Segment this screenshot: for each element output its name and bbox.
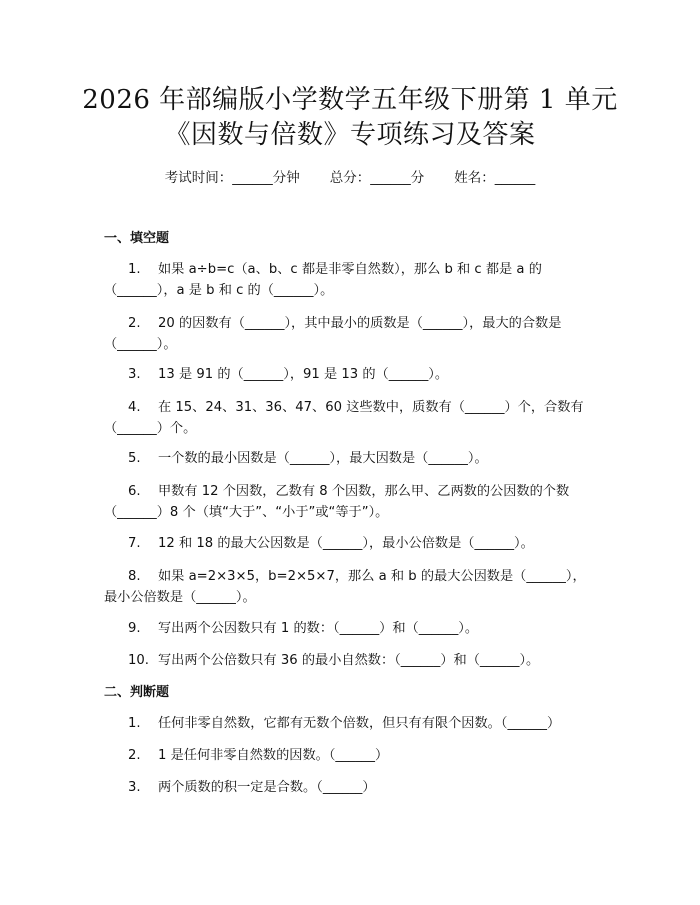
question-text: 13 是 91 的（______），91 是 13 的（______）。 (158, 367, 449, 382)
question-item (104, 777, 600, 798)
question-number: 2. (128, 748, 141, 763)
question-text: 如果 a=2×3×5，b=2×5×7，那么 a 和 b 的最大公因数是（______）， (158, 569, 586, 584)
question-number: 1. (128, 262, 141, 277)
question-text-continued: （______）。 (104, 337, 177, 352)
question-number: 10. (128, 653, 149, 668)
question-text: 任何非零自然数，它都有无数个倍数，但只有有限个因数。（______） (158, 716, 561, 731)
question-text: 写出两个公倍数只有 36 的最小自然数：（______）和（______）。 (158, 653, 540, 668)
question-text: 在 15、24、31、36、47、60 这些数中，质数有（______）个，合数有 (158, 400, 584, 415)
question-item (104, 259, 600, 301)
exam-score: 总分：______分 (329, 170, 425, 186)
question-text-continued: （______）个。 (104, 421, 197, 436)
question-text-continued: （______）8 个（填“大于”、“小于”或“等于”）。 (104, 505, 389, 520)
question-text: 1 是任何非零自然数的因数。（______） (158, 748, 389, 763)
question-item (104, 448, 600, 469)
question-number: 7. (128, 536, 141, 551)
question-number: 2. (128, 316, 141, 331)
title-line-1: 2026 年部编版小学数学五年级下册第 1 单元 (82, 85, 618, 115)
question-number: 8. (128, 569, 141, 584)
question-item (104, 364, 600, 385)
question-number: 3. (128, 780, 141, 795)
question-number: 3. (128, 367, 141, 382)
question-item (104, 618, 600, 639)
question-text: 20 的因数有（______），其中最小的质数是（______），最大的合数是 (158, 316, 562, 331)
exam-time: 考试时间：______分钟 (164, 170, 300, 186)
question-number: 4. (128, 400, 141, 415)
question-item (104, 745, 600, 766)
question-text: 如果 a÷b=c（a、b、c 都是非零自然数），那么 b 和 c 都是 a 的 (158, 262, 542, 277)
section-heading-true-false: 二、判断题 (104, 685, 170, 700)
question-number: 5. (128, 451, 141, 466)
question-item (104, 566, 600, 608)
section-heading-fill-blank: 一、填空题 (104, 231, 170, 246)
question-item (104, 397, 600, 439)
question-text: 写出两个公因数只有 1 的数：（______）和（______）。 (158, 621, 479, 636)
question-number: 1. (128, 716, 141, 731)
question-text: 两个质数的积一定是合数。（______） (158, 780, 376, 795)
question-item (104, 650, 600, 671)
question-text: 12 和 18 的最大公因数是（______），最小公倍数是（______）。 (158, 536, 534, 551)
question-item (104, 533, 600, 554)
question-number: 6. (128, 484, 141, 499)
question-text: 一个数的最小因数是（______），最大因数是（______）。 (158, 451, 488, 466)
question-text: 甲数有 12 个因数，乙数有 8 个因数，那么甲、乙两数的公因数的个数 (158, 484, 570, 499)
student-name: 姓名：______ (454, 170, 536, 186)
question-number: 9. (128, 621, 141, 636)
question-text-continued: 最小公倍数是（______）。 (104, 590, 256, 605)
question-text-continued: （______），a 是 b 和 c 的（______）。 (104, 283, 334, 298)
exam-meta (0, 168, 700, 188)
question-item (104, 481, 600, 523)
title-line-2: 《因数与倍数》专项练习及答案 (164, 120, 536, 150)
question-item (104, 313, 600, 355)
question-item (104, 713, 600, 734)
